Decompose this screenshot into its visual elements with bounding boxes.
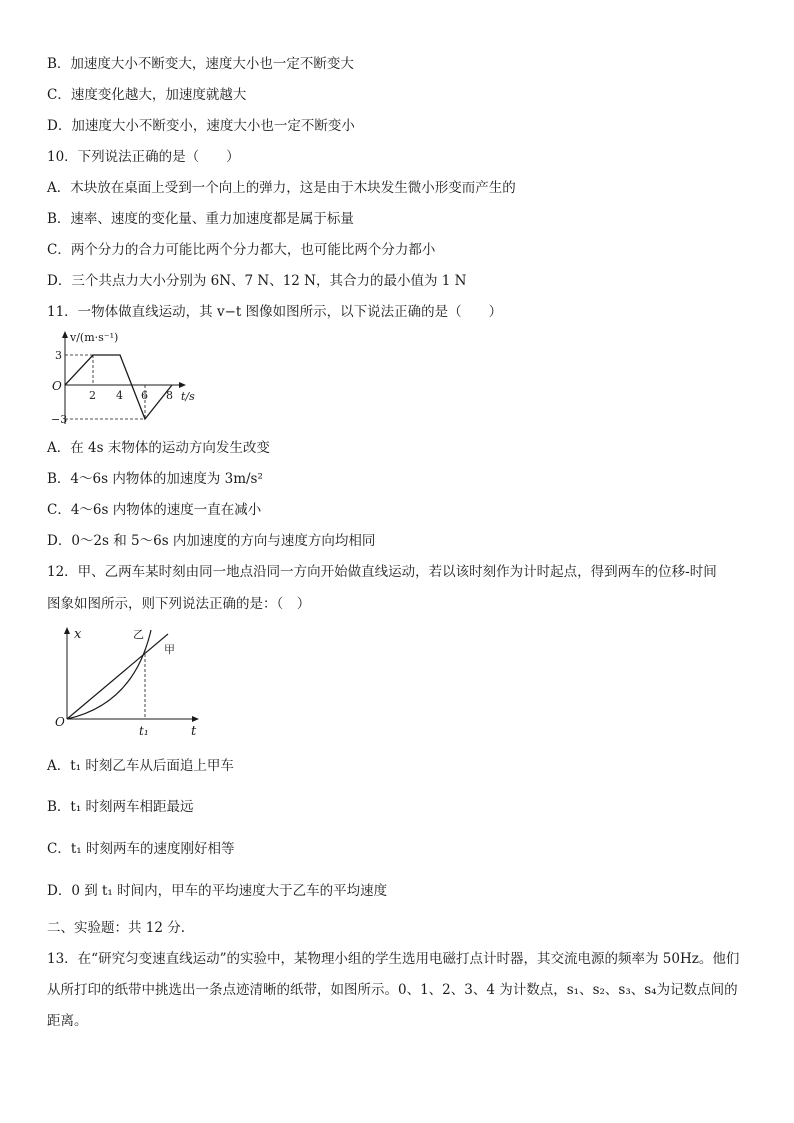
q11-x-axis-label: t/s [181,390,195,403]
q10-stem: 10．下列说法正确的是（ ） [47,149,240,165]
q12-label-yi: 乙 [133,628,144,641]
q12-line-jia [67,634,168,719]
q10-option-b: B．速率、速度的变化量、重力加速度都是属于标量 [47,211,354,227]
q12-option-c: C．t₁ 时刻两车的速度刚好相等 [47,841,235,857]
q12-xt-graph [50,622,210,742]
q12-origin: O [55,715,65,729]
q12-stem-line1: 12．甲、乙两车某时刻由同一地点沿同一方向开始做直线运动，若以该时刻作为计时起点，得到两车的位移-时间 [47,564,717,580]
q11-x-tick-6: 6 [141,389,148,402]
q11-origin: O [52,379,62,393]
q11-y-axis-label: v/(m·s⁻¹) [70,331,119,344]
q12-option-d: D．0 到 t₁ 时间内，甲车的平均速度大于乙车的平均速度 [47,883,388,899]
q12-label-jia: 甲 [164,643,175,656]
q12-curve-yi [67,630,151,719]
q11-stem: 11．一物体做直线运动，其 v−t 图像如图所示，以下说法正确的是（ ） [47,304,503,320]
q12-x-axis-label: t [191,724,197,739]
q11-option-a: A．在 4s 末物体的运动方向发生改变 [47,440,270,456]
q11-y-tick-neg3: −3 [51,413,68,426]
q9-option-d: D．加速度大小不断变小，速度大小也一定不断变小 [47,118,355,134]
q9-option-c: C．速度变化越大，加速度就越大 [47,87,247,103]
q11-x-tick-2: 2 [89,389,96,402]
q12-option-b: B．t₁ 时刻两车相距最远 [47,799,194,815]
q11-x-tick-8: 8 [166,389,173,402]
q11-vt-graph [50,328,210,428]
q11-option-c: C．4～6s 内物体的速度一直在减小 [47,502,262,518]
q11-option-d: D．0～2s 和 5～6s 内加速度的方向与速度方向均相同 [47,533,376,549]
q11-x-tick-4: 4 [116,389,123,402]
q12-stem-line2: 图象如图所示，则下列说法正确的是：（ ） [47,596,311,612]
q13-text: 13．在“研究匀变速直线运动”的实验中，某物理小组的学生选用电磁打点计时器，其交流电源的频率为 50Hz。他们从所打印的纸带中挑选出一条点迹清晰的纸带，如图所示。0、1、2、3、4 为计数点，s₁、s₂、s₃、s₄为记数点间的距离。 [47,951,740,1029]
q10-option-d: D．三个共点力大小分别为 6N、7 N、12 N，其合力的最小值为 1 N [47,273,467,289]
q10-option-c: C．两个分力的合力可能比两个分力都大，也可能比两个分力都小 [47,242,436,258]
q12-y-axis-label: x [74,627,82,642]
q9-option-b: B．加速度大小不断变大，速度大小也一定不断变大 [47,56,354,72]
q10-option-a: A．木块放在桌面上受到一个向上的弹力，这是由于木块发生微小形变而产生的 [47,180,516,196]
q11-y-tick-3: 3 [55,349,62,362]
q11-vt-line [65,355,172,419]
q11-option-b: B．4～6s 内物体的加速度为 3m/s² [47,471,263,487]
q12-t1-label: t₁ [139,724,149,738]
q12-option-a: A．t₁ 时刻乙车从后面追上甲车 [47,758,234,774]
section-heading: 二、实验题：共 12 分. [47,920,186,936]
